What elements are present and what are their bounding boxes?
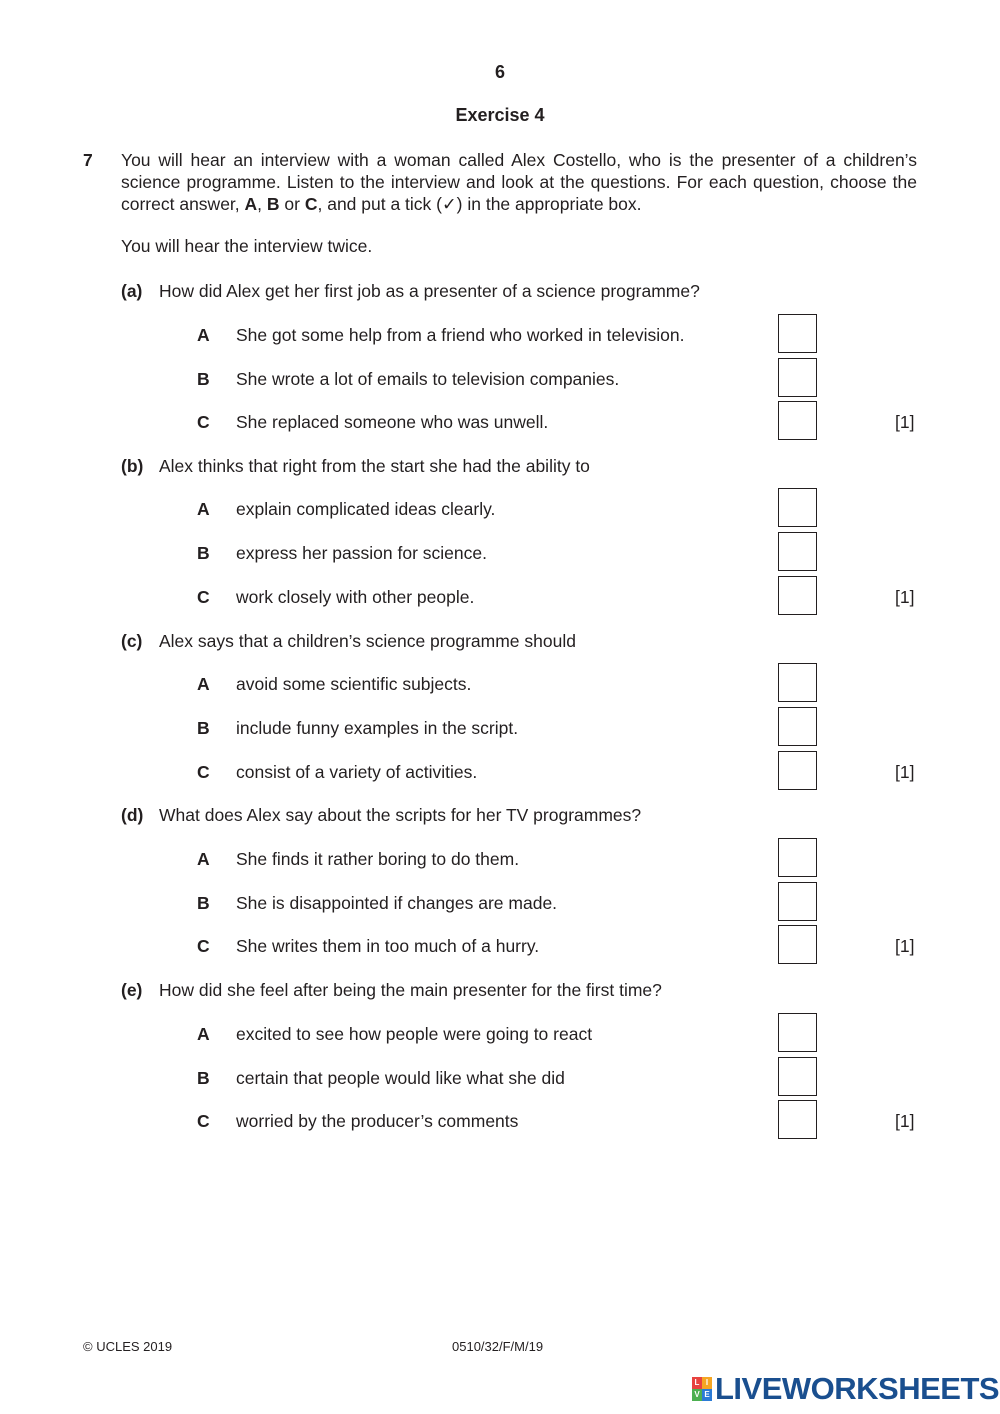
- part-question: Alex thinks that right from the start she had the ability to: [159, 455, 590, 476]
- intro-letter-c: C: [304, 194, 318, 214]
- option-text: She writes them in too much of a hurry.: [236, 936, 540, 957]
- marks-allocation: [1]: [895, 1111, 915, 1132]
- option-text: explain complicated ideas clearly.: [236, 499, 496, 520]
- tick-box[interactable]: [778, 1013, 817, 1052]
- tick-box[interactable]: [778, 1057, 817, 1096]
- question-number: 7: [83, 150, 93, 170]
- option-letter: A: [197, 324, 210, 345]
- option-letter: C: [197, 1111, 210, 1132]
- option-letter: A: [197, 1023, 210, 1044]
- part-label: (a): [121, 281, 143, 301]
- answer-option: [0, 499, 1000, 539]
- option-text: work closely with other people.: [236, 586, 475, 607]
- tick-box[interactable]: [778, 838, 817, 877]
- logo-icon-letter: V: [692, 1389, 702, 1401]
- tick-box[interactable]: [778, 488, 817, 527]
- part-label: (b): [121, 455, 144, 476]
- question-part: [0, 980, 1000, 1155]
- answer-option: [0, 1024, 1000, 1064]
- option-letter: A: [197, 499, 210, 520]
- tick-box[interactable]: [778, 663, 817, 702]
- option-text: She got some help from a friend who worked in television.: [236, 324, 685, 345]
- option-text: excited to see how people were going to react: [236, 1023, 593, 1044]
- option-letter: C: [197, 586, 210, 607]
- marks-allocation: [1]: [895, 936, 915, 957]
- logo-icon: [692, 1377, 712, 1401]
- answer-option: [0, 369, 1000, 409]
- question-part: [0, 805, 1000, 980]
- question-part: [0, 631, 1000, 806]
- intro-letter-b: B: [266, 194, 280, 214]
- tick-box[interactable]: [778, 751, 817, 790]
- option-letter: C: [197, 761, 210, 782]
- option-letter: C: [197, 412, 210, 432]
- intro-separator: or: [279, 194, 305, 214]
- option-letter: B: [197, 1067, 210, 1088]
- tick-box[interactable]: [778, 314, 817, 353]
- answer-option: [0, 936, 1000, 976]
- option-letter: A: [197, 674, 210, 695]
- answer-option: [0, 543, 1000, 583]
- answer-option: [0, 325, 1000, 365]
- question-intro: [121, 149, 917, 215]
- answer-option: [0, 893, 1000, 933]
- logo-text: LIVEWORKSHEETS: [715, 1371, 1000, 1406]
- liveworksheets-logo: [692, 1371, 1000, 1406]
- answer-option: [0, 849, 1000, 889]
- tick-box[interactable]: [778, 358, 817, 397]
- option-text: worried by the producer’s comments: [236, 1111, 519, 1132]
- option-text: avoid some scientific subjects.: [236, 674, 472, 695]
- part-question: Alex says that a children’s science programme should: [159, 630, 576, 651]
- answer-option: [0, 587, 1000, 627]
- part-label: (e): [121, 980, 143, 1001]
- answer-option: [0, 1068, 1000, 1108]
- tick-box[interactable]: [778, 401, 817, 440]
- logo-icon-letter: E: [702, 1389, 712, 1401]
- intro-separator: ,: [257, 194, 267, 214]
- intro-text-end: , and put a tick (✓) in the appropriate box.: [317, 194, 642, 214]
- question-part: [0, 456, 1000, 631]
- page-number: 6: [494, 62, 505, 82]
- option-text: She wrote a lot of emails to television companies.: [236, 368, 620, 389]
- tick-box[interactable]: [778, 925, 817, 964]
- intro-text: You will hear an interview with a woman called Alex Costello, who is the presenter of a children’s science programme. Listen to the interview and look at the questions. For each question, choose the correct answer,: [121, 150, 917, 214]
- tick-box[interactable]: [778, 707, 817, 746]
- option-text: certain that people would like what she did: [236, 1067, 565, 1088]
- answer-option: [0, 1111, 1000, 1151]
- option-letter: A: [197, 848, 210, 869]
- tick-box[interactable]: [778, 882, 817, 921]
- footer-copyright: © UCLES 2019: [83, 1339, 173, 1354]
- marks-allocation: [1]: [895, 412, 915, 432]
- option-letter: C: [197, 936, 210, 957]
- logo-icon-letter: L: [692, 1377, 702, 1389]
- part-question: How did she feel after being the main presenter for the first time?: [159, 980, 662, 1001]
- option-text: She is disappointed if changes are made.: [236, 892, 558, 913]
- intro-letter-a: A: [244, 194, 258, 214]
- footer-code: 0510/32/F/M/19: [452, 1339, 544, 1354]
- option-text: express her passion for science.: [236, 543, 487, 564]
- part-question: How did Alex get her first job as a presenter of a science programme?: [159, 281, 700, 301]
- option-letter: B: [197, 543, 210, 564]
- option-text: She replaced someone who was unwell.: [236, 412, 549, 432]
- exercise-title: Exercise 4: [455, 105, 545, 125]
- answer-option: [0, 412, 1000, 452]
- option-letter: B: [197, 368, 210, 389]
- option-text: She finds it rather boring to do them.: [236, 848, 520, 869]
- part-label: (c): [121, 630, 143, 651]
- part-question: What does Alex say about the scripts for her TV programmes?: [159, 805, 642, 826]
- tick-box[interactable]: [778, 532, 817, 571]
- marks-allocation: [1]: [895, 761, 915, 782]
- answer-option: [0, 762, 1000, 802]
- tick-box[interactable]: [778, 576, 817, 615]
- marks-allocation: [1]: [895, 586, 915, 607]
- option-text: consist of a variety of activities.: [236, 761, 478, 782]
- option-text: include funny examples in the script.: [236, 718, 519, 739]
- logo-icon-letter: I: [702, 1377, 712, 1389]
- tick-box[interactable]: [778, 1100, 817, 1139]
- instruction-twice: You will hear the interview twice.: [121, 236, 373, 256]
- option-letter: B: [197, 718, 210, 739]
- part-label: (d): [121, 805, 144, 826]
- question-part: [0, 281, 1000, 456]
- option-letter: B: [197, 892, 210, 913]
- answer-option: [0, 718, 1000, 758]
- answer-option: [0, 674, 1000, 714]
